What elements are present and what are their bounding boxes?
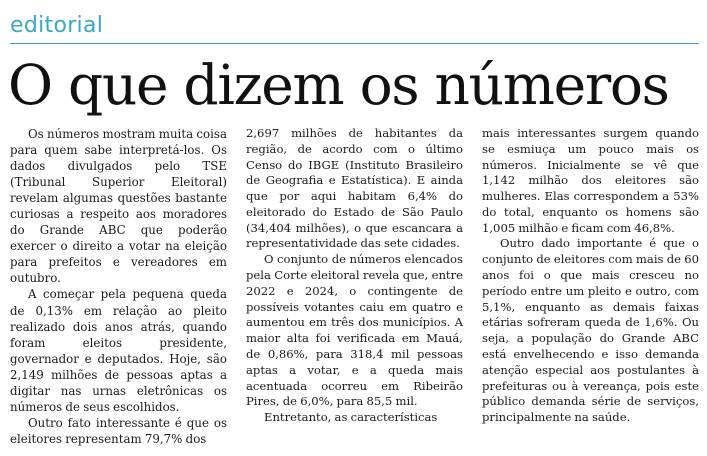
article-column-2 [246,126,463,426]
paragraph: O conjunto de números elencados pela Corte eleitoral revela que, entre 2022 e 2024, o contingente de possíveis votantes caiu em quatro e aumentou em três dos municípios. A maior alta foi verificada em Mauá, de 0,86%, para 318,4 mil pessoas aptas a votar, e a queda mais acentuada ocorreu em Ribeirão Pires, de 6,0%, para 85,5 mil. [246,252,463,409]
paragraph: Outro dado importante é que o conjunto de eleitores com mais de 60 anos foi o que mais cresceu no período entre um pleito e outro, com 5,1%, enquanto as demais faixas etárias sofreram queda de 1,6%. Ou seja, a população do Grande ABC está envelhecendo e isso demanda atenção especial aos postulantes à prefeituras ou à vereança, pois este público demanda série de serviços, principalmente na saúde. [482,236,699,425]
paragraph: 2,697 milhões de habitantes da região, de acordo com o último Censo do IBGE (Instituto Brasileiro de Geografia e Estatística). E ainda que por aqui habitam 6,4% do eleitorado do Estado de São Paulo (34,404 milhões), o que escancara a representatividade das sete cidades. [246,126,463,251]
paragraph: Outro fato interessante é que os eleitores representam 79,7% dos [10,415,227,446]
paragraph: mais interessantes surgem quando se esmiuça um pouco mais os números. Inicialmente se vê que 1,142 milhão dos eleitores são mulheres. Elas correspondem a 53% do total, enquanto os homens são 1,005 milhão e ficam com 46,8%. [482,126,699,235]
headline: O que dizem os números [8,53,669,117]
paragraph: Entretanto, as características [264,410,438,425]
section-label: editorial [10,13,104,38]
paragraph: Os números mostram muita coisa para quem sabe interpretá-los. Os dados divulgados pelo TSE (Tribunal Superior Eleitoral) revelam algumas questões bastante curiosas a respeito aos moradores do Grande ABC que poderão exercer o direito a votar na eleição para prefeitos e vereadores em outubro. [10,127,227,286]
article-body [10,126,699,451]
paragraph: A começar pela pequena queda de 0,13% em relação ao pleito realizado dois anos atrás, quando foram eleitos presidente, governador e deputados. Hoje, são 2,149 milhões de pessoas aptas a digitar nas urnas eletrônicas os números de seus escolhidos. [10,287,227,414]
article-column-1 [10,126,227,447]
article-column-3 [482,126,699,426]
section-divider [10,43,699,44]
